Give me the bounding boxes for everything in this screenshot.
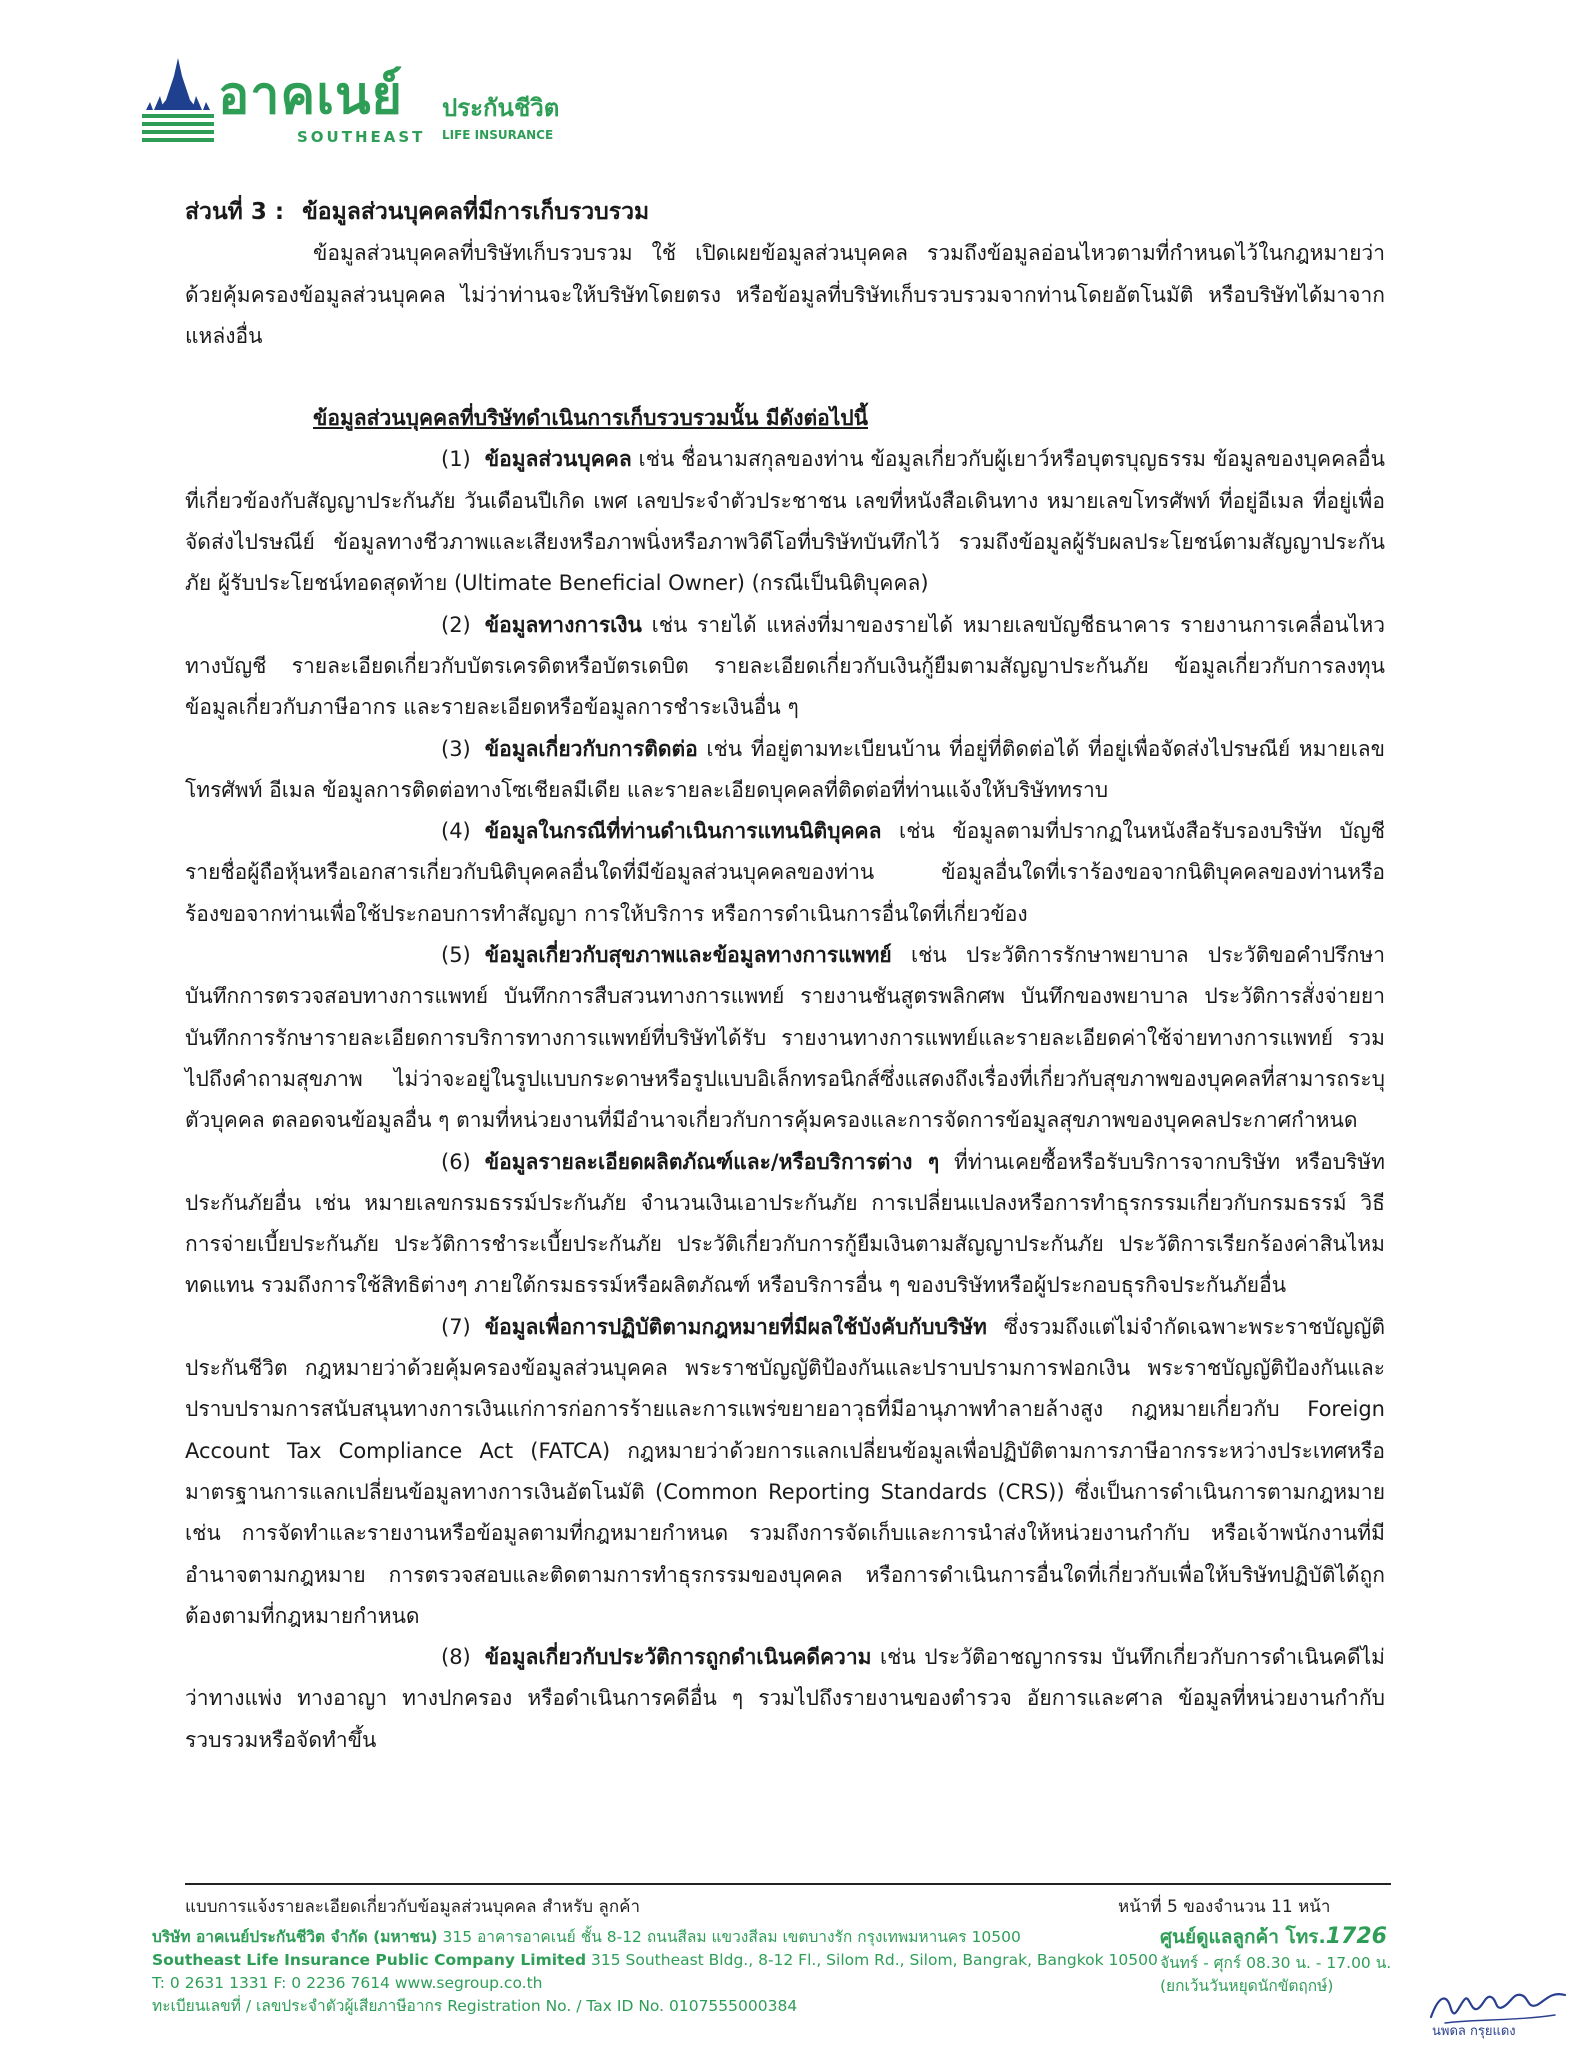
section-title — [185, 192, 1385, 233]
item-text: ซึ่งรวมถึงแต่ไม่จำกัดเฉพาะพระราชบัญญัติประกันชีวิต กฎหมายว่าด้วยคุ้มครองข้อมูลส่วนบุคคล พระราชบัญญัติป้องกันและปราบปรามการฟอกเงิน พระราชบัญญัติป้องกันและปราบปรามการสนับสนุนทางการเงินแก่การก่อการร้ายและการแพร่ขยายอาวุธที่มีอานุภาพทำลายล้างสูง กฎหมายเกี่ยวกับ Foreign Account Tax Compliance Act (FATCA) กฎหมายว่าด้วยการแลกเปลี่ยนข้อมูลเพื่อปฏิบัติตามการภาษีอากรระหว่างประเทศหรือมาตรฐานการแลกเปลี่ยนข้อมูลทางการเงินอัตโนมัติ (Common Reporting Standards (CRS)) ซึ่งเป็นการดำเนินการตามกฎหมาย เช่น การจัดทำและรายงานหรือข้อมูลตามที่กฎหมายกำหนด รวมถึงการจัดเก็บและการนำส่งให้หน่วยงานกำกับ หรือเจ้าพนักงานที่มีอำนาจตามกฎหมาย การตรวจสอบและติดตามการทำธุรกรรมของบุคคล หรือการดำเนินการอื่นใดที่เกี่ยวกับเพื่อให้บริษัทปฏิบัติได้ถูกต้องตามที่กฎหมายกำหนด — [185, 1314, 1385, 1628]
item-heading: ข้อมูลเพื่อการปฏิบัติตามกฎหมายที่มีผลใช้บังคับกับบริษัท — [484, 1314, 987, 1339]
customer-center — [1160, 1922, 1387, 1952]
item-number: (4) — [441, 819, 471, 844]
list-item — [185, 935, 1385, 1141]
item-text: เช่น ประวัติการรักษาพยาบาล ประวัติขอคำปรึกษา บันทึกการตรวจสอบทางการแพทย์ บันทึกการสืบสวนทางการแพทย์ รายงานชันสูตรพลิกศพ บันทึกของพยาบาล ประวัติการสั่งจ่ายยา บันทึกการรักษารายละเอียดการบริการทางการแพทย์ที่บริษัทได้รับ รายงานทางการแพทย์และรายละเอียดค่าใช้จ่ายทางการแพทย์ รวมไปถึงคำถามสุขภาพ ไม่ว่าจะอยู่ในรูปแบบกระดาษหรือรูปแบบอิเล็กทรอนิกส์ซึ่งแสดงถึงเรื่องที่เกี่ยวกับสุขภาพของบุคคลที่สามารถระบุตัวบุคคล ตลอดจนข้อมูลอื่น ๆ ตามที่หน่วยงานที่มีอำนาจเกี่ยวกับการคุ้มครองและการจัดการข้อมูลสุขภาพของบุคคลประกาศกำหนด — [185, 943, 1385, 1133]
customer-center-tel: 1726 — [1325, 1924, 1387, 1949]
logo-en-main: SOUTHEAST — [297, 128, 426, 146]
section-intro: ข้อมูลส่วนบุคคลที่บริษัทเก็บรวบรวม ใช้ เปิดเผยข้อมูลส่วนบุคคล รวมถึงข้อมูลอ่อนไหวตามที่กำหนดไว้ในกฎหมายว่าด้วยคุ้มครองข้อมูลส่วนบุคคล ไม่ว่าท่านจะให้บริษัทโดยตรง หรือข้อมูลที่บริษัทเก็บรวบรวมจากท่านโดยอัตโนมัติ หรือบริษัทได้มาจากแหล่งอื่น — [185, 241, 1385, 348]
signer-name: นพดล กรุยแดง — [1432, 2024, 1516, 2039]
list-item — [185, 1637, 1385, 1761]
footer-contact: T: 0 2631 1331 F: 0 2236 7614 www.segroup.co.th — [152, 1974, 543, 1992]
item-number: (7) — [441, 1314, 471, 1339]
customer-center-label: ศูนย์ดูแลลูกค้า โทร. — [1160, 1926, 1326, 1948]
document-body — [185, 192, 1385, 1761]
section-number: ส่วนที่ 3 : — [185, 199, 285, 225]
company-logo — [142, 58, 572, 148]
company-name-th: บริษัท อาคเนย์ประกันชีวิต จำกัด (มหาชน) — [152, 1928, 438, 1946]
item-number: (5) — [441, 943, 471, 968]
list-item — [185, 605, 1385, 729]
footer-registration: ทะเบียนเลขที่ / เลขประจำตัวผู้เสียภาษีอากร Registration No. / Tax ID No. 0107555000384 — [152, 1997, 798, 2015]
list-item — [185, 1142, 1385, 1307]
item-text: เช่น ประวัติอาชญากรรม บันทึกเกี่ยวกับการดำเนินคดีไม่ว่าทางแพ่ง ทางอาญา ทางปกครอง หรือดำเนินการคดีอื่น ๆ รวมไปถึงรายงานของตำรวจ อัยการและศาล ข้อมูลที่หน่วยงานกำกับรวบรวมหรือจัดทำขึ้น — [185, 1645, 1385, 1752]
item-heading: ข้อมูลเกี่ยวกับประวัติการถูกดำเนินคดีความ — [484, 1645, 872, 1670]
holiday-text: (ยกเว้นวันหยุดนักขัตฤกษ์) — [1160, 1977, 1334, 1995]
section-title-text: ข้อมูลส่วนบุคคลที่มีการเก็บรวบรวม — [302, 199, 650, 225]
item-heading: ข้อมูลส่วนบุคคล — [484, 447, 632, 472]
customer-center-hours — [1160, 1952, 1391, 1998]
item-heading: ข้อมูลเกี่ยวกับการติดต่อ — [484, 736, 698, 761]
footer-form-name: แบบการแจ้งรายละเอียดเกี่ยวกับข้อมูลส่วนบุคคล สำหรับ ลูกค้า — [185, 1897, 641, 1917]
item-text: ที่ท่านเคยซื้อหรือรับบริการจากบริษัท หรือบริษัทประกันภัยอื่น เช่น หมายเลขกรมธรรม์ประกันภัย จำนวนเงินเอาประกันภัย การเปลี่ยนแปลงหรือการทำธุรกรรมเกี่ยวกับกรมธรรม์ วิธีการจ่ายเบี้ยประกันภัย ประวัติการชำระเบี้ยประกันภัย ประวัติเกี่ยวกับการกู้ยืมเงินตามสัญญาประกันภัย ประวัติการเรียกร้องค่าสินไหมทดแทน รวมถึงการใช้สิทธิต่างๆ ภายใต้กรมธรรม์หรือผลิตภัณฑ์ หรือบริการอื่น ๆ ของบริษัทหรือผู้ประกอบธุรกิจประกันภัยอื่น — [185, 1149, 1385, 1298]
footer-divider — [185, 1883, 1391, 1885]
item-number: (8) — [441, 1645, 471, 1670]
item-text: เช่น ชื่อนามสกุลของท่าน ข้อมูลเกี่ยวกับผู้เยาว์หรือบุตรบุญธรรม ข้อมูลของบุคคลอื่นที่เกี่ยวข้องกับสัญญาประกันภัย วันเดือนปีเกิด เพศ เลขประจำตัวประชาชน เลขที่หนังสือเดินทาง หมายเลขโทรศัพท์ ที่อยู่อีเมล ที่อยู่เพื่อจัดส่งไปรษณีย์ ข้อมูลทางชีวภาพและเสียงหรือภาพนิ่งหรือภาพวิดีโอที่บริษัทบันทึกไว้ รวมถึงข้อมูลผู้รับผลประโยชน์ตามสัญญาประกันภัย ผู้รับประโยชน์ทอดสุดท้าย (Ultimate Beneficial Owner) (กรณีเป็นนิติบุคคล) — [185, 447, 1385, 596]
footer-page-info: หน้าที่ 5 ของจำนวน 11 หน้า — [1118, 1897, 1331, 1917]
address-th: 315 อาคารอาคเนย์ ชั้น 8-12 ถนนสีลม แขวงสีลม เขตบางรัก กรุงเทพมหานคร 10500 — [437, 1928, 1021, 1946]
item-text: เช่น ข้อมูลตามที่ปรากฏในหนังสือรับรองบริษัท บัญชีรายชื่อผู้ถือหุ้นหรือเอกสารเกี่ยวกับนิติบุคคลอื่นใดที่มีข้อมูลส่วนบุคคลของท่าน ข้อมูลอื่นใดที่เราร้องขอจากนิติบุคคลของท่านหรือร้องขอจากท่านเพื่อใช้ประกอบการทำสัญญา การให้บริการ หรือการดำเนินการอื่นใดที่เกี่ยวข้อง — [185, 819, 1385, 926]
item-heading: ข้อมูลในกรณีที่ท่านดำเนินการแทนนิติบุคคล — [484, 819, 882, 844]
logo-thai-name: อาคเนย์ — [218, 66, 404, 126]
logo-thai-sub: ประกันชีวิต — [442, 94, 560, 122]
item-heading: ข้อมูลเกี่ยวกับสุขภาพและข้อมูลทางการแพทย์ — [484, 943, 892, 968]
list-item — [185, 729, 1385, 812]
footer-company-info — [152, 1926, 1158, 2018]
temple-icon — [142, 58, 214, 144]
list-heading: ข้อมูลส่วนบุคคลที่บริษัทดำเนินการเก็บรวบรวมนั้น มีดังต่อไปนี้ — [313, 406, 868, 431]
hours-text: จันทร์ - ศุกร์ 08.30 น. - 17.00 น. — [1160, 1954, 1392, 1972]
spacer — [185, 357, 1385, 398]
item-heading: ข้อมูลทางการเงิน — [484, 612, 642, 637]
list-item — [185, 1307, 1385, 1637]
item-number: (3) — [441, 736, 471, 761]
item-text: เช่น ที่อยู่ตามทะเบียนบ้าน ที่อยู่ที่ติดต่อได้ ที่อยู่เพื่อจัดส่งไปรษณีย์ หมายเลขโทรศัพท์ อีเมล ข้อมูลการติดต่อทางโซเชียลมีเดีย และรายละเอียดบุคคลที่ติดต่อที่ท่านแจ้งให้บริษัททราบ — [185, 736, 1385, 802]
footer-company-en-line — [152, 1949, 1158, 1972]
footer-company-th-line — [152, 1926, 1112, 1949]
item-number: (6) — [441, 1149, 471, 1174]
list-item — [185, 439, 1385, 604]
item-text: เช่น รายได้ แหล่งที่มาของรายได้ หมายเลขบัญชีธนาคาร รายงานการเคลื่อนไหวทางบัญชี รายละเอียดเกี่ยวกับบัตรเครดิตหรือบัตรเดบิต รายละเอียดเกี่ยวกับเงินกู้ยืมตามสัญญาประกันภัย ข้อมูลเกี่ยวกับการลงทุน ข้อมูลเกี่ยวกับภาษีอากร และรายละเอียดหรือข้อมูลการชำระเงินอื่น ๆ — [185, 612, 1385, 720]
item-number: (2) — [441, 612, 471, 637]
item-number: (1) — [441, 447, 471, 472]
item-heading: ข้อมูลรายละเอียดผลิตภัณฑ์และ/หรือบริการต่าง ๆ — [484, 1149, 940, 1174]
company-name-en: Southeast Life Insurance Public Company Limited — [152, 1951, 587, 1969]
logo-en-sub: LIFE INSURANCE — [442, 128, 554, 142]
list-item — [185, 811, 1385, 935]
address-en: 315 Southeast Bldg., 8-12 Fl., Silom Rd., Silom, Bangrak, Bangkok 10500 — [586, 1951, 1158, 1969]
